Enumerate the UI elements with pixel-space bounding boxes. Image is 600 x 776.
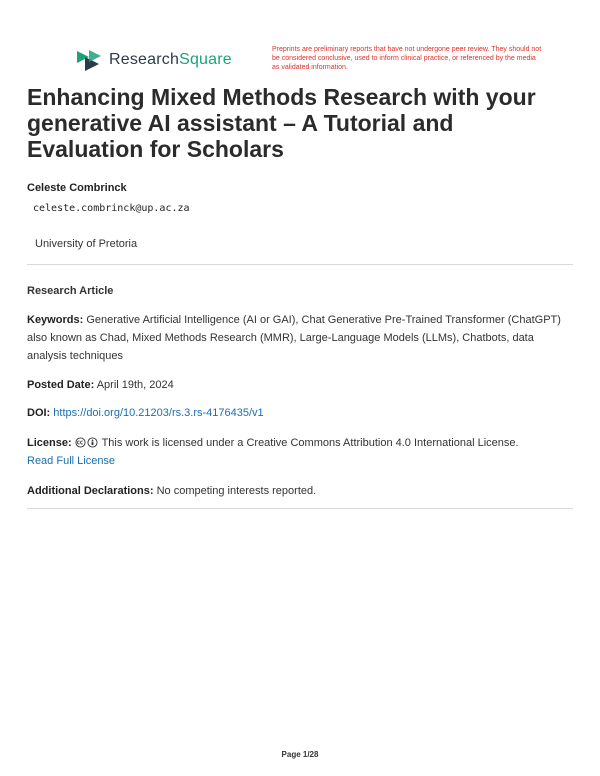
keywords (27, 311, 567, 365)
divider-bottom (27, 508, 573, 509)
research-square-logo[interactable] (75, 48, 232, 72)
additional-declarations (27, 482, 567, 500)
logo-text-accent: Square (179, 51, 232, 68)
divider-top (27, 264, 573, 265)
author-affiliation: University of Pretoria (35, 238, 138, 250)
doi (27, 404, 567, 422)
author-name: Celeste Combrinck (27, 182, 127, 194)
posted-date-label: Posted Date: (27, 379, 95, 391)
cc-license-icons (75, 437, 99, 448)
research-square-logo-icon (75, 48, 103, 72)
license-text: This work is licensed under a Creative Commons Attribution 4.0 International License. (101, 437, 519, 449)
doi-label: DOI: (27, 407, 51, 419)
author-email[interactable]: celeste.combrinck@up.ac.za (33, 203, 190, 214)
license-label: License: (27, 437, 72, 449)
posted-date (27, 376, 567, 394)
posted-date-value: April 19th, 2024 (96, 379, 174, 391)
license (27, 434, 567, 470)
read-full-license-link[interactable]: Read Full License (27, 455, 116, 467)
declarations-value: No competing interests reported. (156, 485, 317, 497)
creative-commons-icon (75, 437, 86, 448)
article-type: Research Article (27, 285, 114, 297)
paper-title: Enhancing Mixed Methods Research with your generative AI assistant – A Tutorial and Evaluation for Scholars (27, 84, 536, 162)
attribution-icon (87, 437, 98, 448)
logo-text (109, 51, 232, 69)
page-number: Page 1/28 (281, 750, 319, 759)
keywords-value: Generative Artificial Intelligence (AI or GAI), Chat Generative Pre-Trained Transformer (ChatGPT) also known as Chad, Mixed Methods Research (MMR), Large-Language Models (LLMs), Chatbots, data analysis techniques (27, 314, 561, 362)
logo-text-main: Research (109, 51, 180, 68)
preprint-disclaimer: Preprints are preliminary reports that have not undergone peer review. They should not be considered conclusive, used to inform clinical practice, or referenced by the media as validated information. (272, 46, 542, 71)
keywords-label: Keywords: (27, 314, 84, 326)
doi-link[interactable]: https://doi.org/10.21203/rs.3.rs-4176435/v1 (53, 407, 264, 419)
declarations-label: Additional Declarations: (27, 485, 154, 497)
